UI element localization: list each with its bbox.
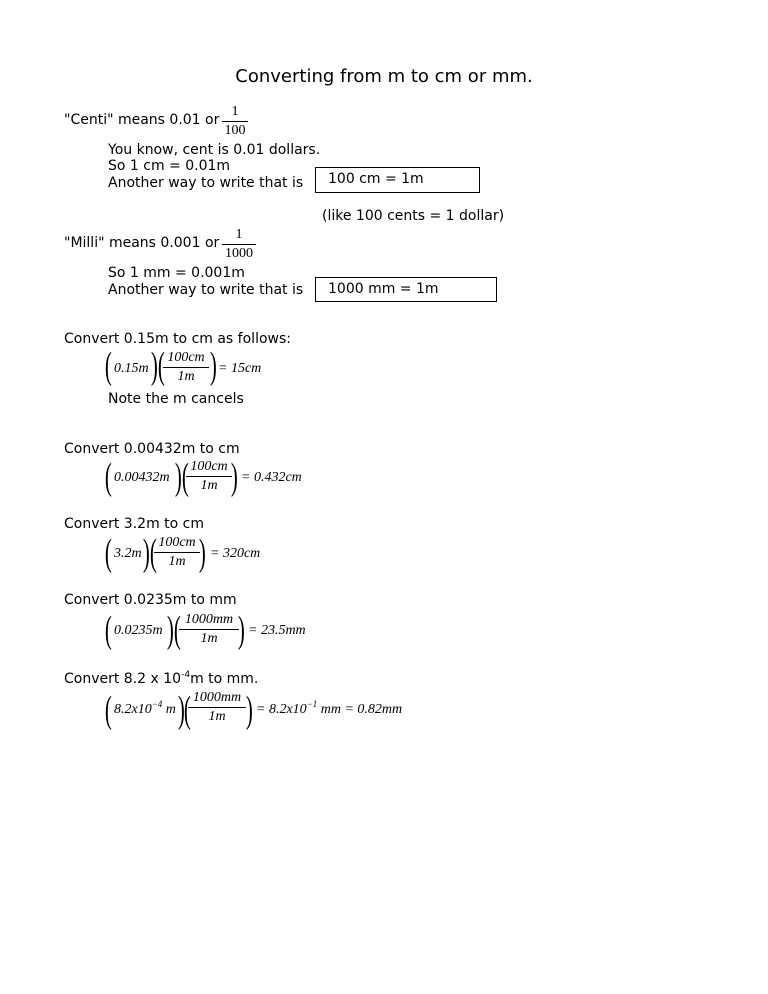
example2-lparen2: ( — [181, 456, 189, 498]
example2-fraction — [186, 459, 232, 493]
example1-lhs: 0.15m — [114, 361, 149, 376]
example5-lparen2: ( — [183, 689, 191, 731]
centi-frac-num: 1 — [222, 104, 248, 122]
example5-heading-post: m to mm. — [190, 671, 259, 687]
example4-fraction — [179, 612, 239, 646]
example5-heading — [64, 671, 258, 688]
example5-lhs-pre: 8.2x10 — [114, 702, 152, 717]
example1-mparen: ) — [150, 345, 158, 387]
example3-lhs: 3.2m — [114, 546, 142, 561]
milli-line2: So 1 mm = 0.001m — [108, 265, 245, 281]
example3-lparen: ( — [104, 532, 112, 574]
example5-rhs-exp: −1 — [306, 699, 318, 709]
centi-label: "Centi" means 0.01 or — [64, 112, 220, 128]
centi-frac-den: 100 — [224, 123, 246, 138]
example3-lparen2: ( — [149, 532, 157, 574]
example3-mparen: ) — [142, 532, 150, 574]
example2-num: 100cm — [186, 459, 232, 477]
example5-heading-pre: Convert 8.2 x 10 — [64, 671, 182, 687]
centi-line1: You know, cent is 0.01 dollars. — [108, 142, 321, 158]
milli-fraction — [222, 227, 256, 261]
example2-lparen: ( — [104, 456, 112, 498]
example1-rhs: = 15cm — [218, 361, 262, 376]
example5-rhs-post: mm = 0.82mm — [317, 702, 403, 717]
example4-heading: Convert 0.0235m to mm — [64, 592, 237, 608]
centi-line3: Another way to write that is — [108, 175, 304, 191]
milli-line3: Another way to write that is — [108, 282, 304, 298]
milli-frac-num: 1 — [222, 227, 256, 245]
example5-lhs-exp: −4 — [151, 699, 163, 709]
milli-frac-den: 1000 — [225, 246, 253, 261]
example5-lhs-post: m — [162, 702, 176, 717]
example2-heading: Convert 0.00432m to cm — [64, 441, 240, 457]
example1-lparen: ( — [104, 345, 112, 387]
example3-rparen: ) — [198, 532, 206, 574]
example5-mparen: ) — [177, 689, 185, 731]
example3-fraction — [154, 535, 200, 569]
example5-heading-exp: -4 — [181, 670, 191, 680]
example4-lparen2: ( — [173, 609, 181, 651]
example3-num: 100cm — [154, 535, 200, 553]
example5-fraction — [188, 690, 246, 724]
example4-lparen: ( — [104, 609, 112, 651]
example3-heading: Convert 3.2m to cm — [64, 516, 204, 532]
example4-lhs: 0.0235m — [114, 623, 163, 638]
example1-rparen: ) — [209, 345, 217, 387]
milli-label: "Milli" means 0.001 or — [64, 235, 220, 251]
centi-line2: So 1 cm = 0.01m — [108, 158, 231, 174]
centi-note: (like 100 cents = 1 dollar) — [322, 208, 505, 224]
milli-box: 1000 mm = 1m — [315, 277, 497, 302]
example4-rhs: = 23.5mm — [248, 623, 306, 638]
example1-num: 100cm — [163, 350, 209, 368]
example3-rhs: = 320cm — [210, 546, 261, 561]
example4-mparen: ) — [166, 609, 174, 651]
page-title: Converting from m to cm or mm. — [235, 66, 533, 87]
example5-lparen: ( — [104, 689, 112, 731]
example1-note: Note the m cancels — [108, 391, 244, 407]
centi-box: 100 cm = 1m — [315, 167, 480, 193]
example4-num: 1000mm — [179, 612, 239, 630]
example5-den: 1m — [208, 709, 226, 724]
example4-den: 1m — [200, 631, 218, 646]
example2-lhs: 0.00432m — [114, 470, 170, 485]
example5-rparen: ) — [245, 689, 253, 731]
example1-lparen2: ( — [157, 345, 165, 387]
example1-heading: Convert 0.15m to cm as follows: — [64, 331, 291, 347]
example3-den: 1m — [168, 554, 186, 569]
centi-fraction — [222, 104, 248, 138]
example2-mparen: ) — [174, 456, 182, 498]
example2-rhs: = 0.432cm — [241, 470, 302, 485]
example2-den: 1m — [200, 478, 218, 493]
example4-rparen: ) — [237, 609, 245, 651]
example1-fraction — [163, 350, 209, 384]
example5-rhs — [256, 699, 403, 718]
example5-lhs — [114, 699, 176, 718]
example2-rparen: ) — [230, 456, 238, 498]
example5-rhs-pre: = 8.2x10 — [256, 702, 307, 717]
example1-den: 1m — [177, 369, 195, 384]
example5-num: 1000mm — [188, 690, 246, 708]
